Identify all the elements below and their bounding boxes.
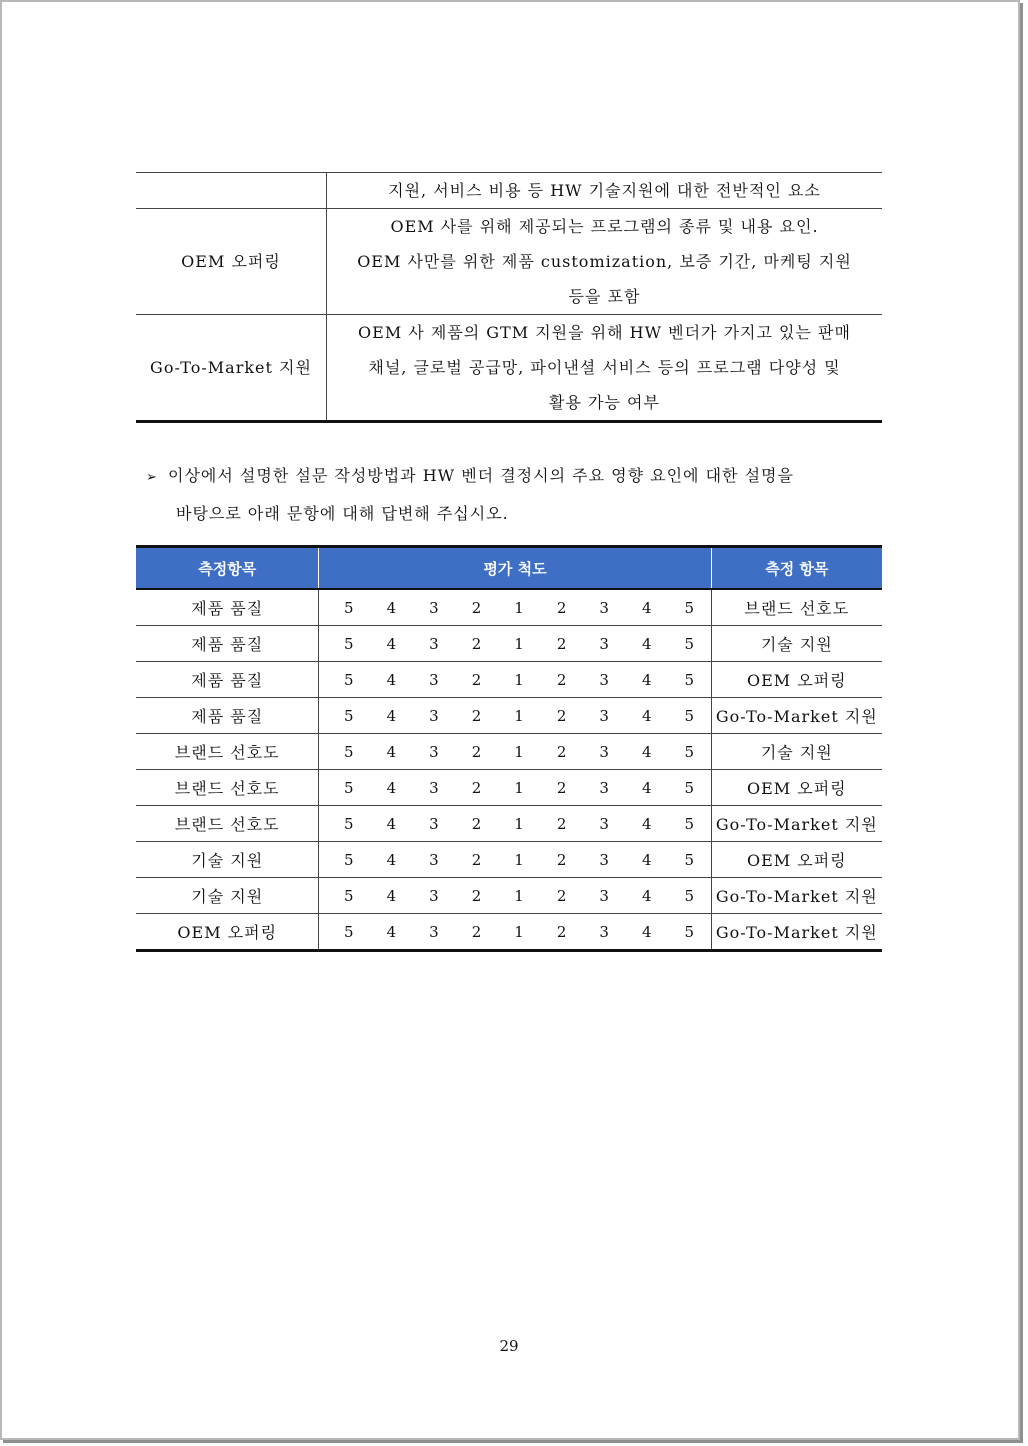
description-line: 채널, 글로벌 공급망, 파이낸셜 서비스 등의 프로그램 다양성 및 — [368, 358, 841, 377]
scale-option[interactable]: 5 — [668, 806, 711, 842]
scale-option[interactable]: 3 — [583, 914, 626, 951]
scale-option[interactable]: 3 — [413, 914, 456, 951]
survey-right-item: Go-To-Market 지원 — [711, 806, 882, 842]
scale-option[interactable]: 4 — [370, 589, 413, 626]
scale-option[interactable]: 2 — [455, 842, 498, 878]
scale-option[interactable]: 5 — [319, 806, 370, 842]
survey-right-item: 기술 지원 — [711, 734, 882, 770]
scale-option[interactable]: 2 — [540, 842, 583, 878]
scale-option[interactable]: 5 — [319, 626, 370, 662]
description-line: 활용 가능 여부 — [549, 393, 660, 412]
survey-right-item: 브랜드 선호도 — [711, 589, 882, 626]
scale-option[interactable]: 3 — [583, 770, 626, 806]
survey-left-item: 제품 품질 — [136, 626, 319, 662]
survey-row — [136, 842, 882, 878]
scale-option[interactable]: 1 — [498, 806, 541, 842]
scale-option[interactable]: 3 — [583, 806, 626, 842]
definition-description — [327, 173, 883, 209]
survey-left-item: 브랜드 선호도 — [136, 806, 319, 842]
scale-option[interactable]: 2 — [455, 589, 498, 626]
scale-option[interactable]: 4 — [370, 878, 413, 914]
scale-option[interactable]: 2 — [540, 589, 583, 626]
scale-option[interactable]: 5 — [668, 734, 711, 770]
description-line: 등을 포함 — [568, 287, 641, 306]
scale-option[interactable]: 5 — [319, 698, 370, 734]
scale-option[interactable]: 3 — [413, 589, 456, 626]
definition-row — [136, 173, 882, 209]
definition-item: Go-To-Market 지원 — [136, 315, 327, 422]
header-scale: 평가 척도 — [319, 547, 711, 590]
definition-item: OEM 오퍼링 — [136, 209, 327, 315]
survey-row — [136, 914, 882, 951]
scale-option[interactable]: 4 — [370, 914, 413, 951]
scale-option[interactable]: 3 — [583, 842, 626, 878]
scale-option[interactable]: 4 — [370, 626, 413, 662]
scale-option[interactable]: 3 — [413, 662, 456, 698]
scale-option[interactable]: 5 — [319, 589, 370, 626]
scale-option[interactable]: 5 — [319, 878, 370, 914]
scale-option[interactable]: 5 — [319, 842, 370, 878]
scale-option[interactable]: 3 — [413, 698, 456, 734]
scale-option[interactable]: 4 — [625, 626, 668, 662]
scale-option[interactable]: 3 — [413, 770, 456, 806]
scale-option[interactable]: 3 — [583, 698, 626, 734]
scale-option[interactable]: 2 — [540, 914, 583, 951]
header-right-item: 측정 항목 — [711, 547, 882, 590]
survey-right-item: Go-To-Market 지원 — [711, 914, 882, 951]
survey-right-item: 기술 지원 — [711, 626, 882, 662]
scale-option[interactable]: 2 — [540, 626, 583, 662]
description-line: OEM 사 제품의 GTM 지원을 위해 HW 벤더가 가지고 있는 판매 — [358, 323, 851, 342]
scale-option[interactable]: 2 — [455, 626, 498, 662]
scale-option[interactable]: 1 — [498, 770, 541, 806]
scale-option[interactable]: 4 — [625, 734, 668, 770]
scale-option[interactable]: 4 — [370, 842, 413, 878]
scale-option[interactable]: 2 — [455, 734, 498, 770]
survey-left-item: 브랜드 선호도 — [136, 734, 319, 770]
scale-option[interactable]: 5 — [668, 770, 711, 806]
scale-option[interactable]: 5 — [668, 914, 711, 951]
definition-table — [136, 172, 882, 423]
survey-row — [136, 770, 882, 806]
survey-row — [136, 662, 882, 698]
survey-row — [136, 806, 882, 842]
survey-row — [136, 878, 882, 914]
scale-option[interactable]: 5 — [668, 842, 711, 878]
scale-option[interactable]: 5 — [319, 770, 370, 806]
scale-option[interactable]: 3 — [413, 878, 456, 914]
survey-left-item: 기술 지원 — [136, 842, 319, 878]
scale-option[interactable]: 3 — [583, 734, 626, 770]
survey-left-item: 제품 품질 — [136, 662, 319, 698]
scale-option[interactable]: 2 — [540, 806, 583, 842]
survey-right-item: Go-To-Market 지원 — [711, 698, 882, 734]
scale-option[interactable]: 4 — [370, 770, 413, 806]
scale-option[interactable]: 4 — [370, 734, 413, 770]
definition-description — [327, 315, 883, 422]
scale-option[interactable]: 2 — [540, 770, 583, 806]
scale-option[interactable]: 3 — [413, 734, 456, 770]
survey-right-item: OEM 오퍼링 — [711, 842, 882, 878]
scale-option[interactable]: 5 — [319, 662, 370, 698]
scale-option[interactable]: 2 — [540, 662, 583, 698]
scale-option[interactable]: 1 — [498, 914, 541, 951]
scale-option[interactable]: 1 — [498, 626, 541, 662]
survey-left-item: 제품 품질 — [136, 589, 319, 626]
survey-row — [136, 734, 882, 770]
scale-option[interactable]: 2 — [455, 806, 498, 842]
scale-option[interactable]: 4 — [625, 698, 668, 734]
scale-option[interactable]: 4 — [370, 698, 413, 734]
scale-option[interactable]: 3 — [413, 842, 456, 878]
survey-row — [136, 589, 882, 626]
survey-right-item: OEM 오퍼링 — [711, 662, 882, 698]
scale-option[interactable]: 1 — [498, 842, 541, 878]
scale-option[interactable]: 1 — [498, 698, 541, 734]
instruction-line-2: 바탕으로 아래 문항에 대해 답변해 주십시오. — [176, 504, 509, 523]
page-number: 29 — [499, 1337, 519, 1355]
scale-option[interactable]: 2 — [455, 914, 498, 951]
survey-row — [136, 698, 882, 734]
scale-option[interactable]: 2 — [455, 770, 498, 806]
scale-option[interactable]: 4 — [625, 770, 668, 806]
survey-table — [136, 545, 882, 952]
scale-option[interactable]: 2 — [540, 698, 583, 734]
survey-right-item: Go-To-Market 지원 — [711, 878, 882, 914]
survey-row — [136, 626, 882, 662]
scale-option[interactable]: 5 — [668, 589, 711, 626]
scale-option[interactable]: 2 — [455, 662, 498, 698]
survey-left-item: 기술 지원 — [136, 878, 319, 914]
scale-option[interactable]: 5 — [668, 878, 711, 914]
scale-option[interactable]: 4 — [370, 806, 413, 842]
scale-option[interactable]: 4 — [625, 589, 668, 626]
definition-item — [136, 173, 327, 209]
scale-option[interactable]: 5 — [668, 662, 711, 698]
scale-option[interactable]: 2 — [540, 878, 583, 914]
scale-option[interactable]: 3 — [413, 626, 456, 662]
scale-option[interactable]: 4 — [625, 914, 668, 951]
header-left-item: 측정항목 — [136, 547, 319, 590]
scale-option[interactable]: 3 — [583, 626, 626, 662]
description-line: OEM 사만를 위한 제품 customization, 보증 기간, 마케팅 지원 — [357, 252, 852, 271]
scale-option[interactable]: 3 — [583, 662, 626, 698]
scale-option[interactable]: 5 — [319, 734, 370, 770]
survey-left-item: OEM 오퍼링 — [136, 914, 319, 951]
scale-option[interactable]: 4 — [625, 662, 668, 698]
scale-option[interactable]: 5 — [668, 626, 711, 662]
survey-right-item: OEM 오퍼링 — [711, 770, 882, 806]
scale-option[interactable]: 1 — [498, 589, 541, 626]
instruction-line-1: 이상에서 설명한 설문 작성방법과 HW 벤더 결정시의 주요 영향 요인에 대한 설명을 — [168, 466, 794, 485]
definition-row — [136, 315, 882, 422]
scale-option[interactable]: 4 — [625, 878, 668, 914]
instruction-paragraph — [146, 458, 866, 532]
scale-option[interactable]: 4 — [370, 662, 413, 698]
scale-option[interactable]: 5 — [668, 698, 711, 734]
scale-option[interactable]: 2 — [540, 734, 583, 770]
survey-left-item: 브랜드 선호도 — [136, 770, 319, 806]
scale-option[interactable]: 3 — [583, 878, 626, 914]
scale-option[interactable]: 1 — [498, 734, 541, 770]
definition-description — [327, 209, 883, 315]
definition-row — [136, 209, 882, 315]
scale-option[interactable]: 4 — [625, 806, 668, 842]
survey-left-item: 제품 품질 — [136, 698, 319, 734]
scale-option[interactable]: 5 — [319, 914, 370, 951]
scale-option[interactable]: 2 — [455, 698, 498, 734]
description-line: OEM 사를 위해 제공되는 프로그램의 종류 및 내용 요인. — [390, 217, 819, 236]
description-line: 지원, 서비스 비용 등 HW 기술지원에 대한 전반적인 요소 — [388, 181, 821, 200]
scale-option[interactable]: 3 — [583, 589, 626, 626]
scale-option[interactable]: 1 — [498, 878, 541, 914]
scale-option[interactable]: 2 — [455, 878, 498, 914]
scale-option[interactable]: 4 — [625, 842, 668, 878]
arrow-bullet-icon: ➢ — [146, 470, 158, 485]
scale-option[interactable]: 3 — [413, 806, 456, 842]
scale-option[interactable]: 1 — [498, 662, 541, 698]
survey-header-row — [136, 547, 882, 590]
